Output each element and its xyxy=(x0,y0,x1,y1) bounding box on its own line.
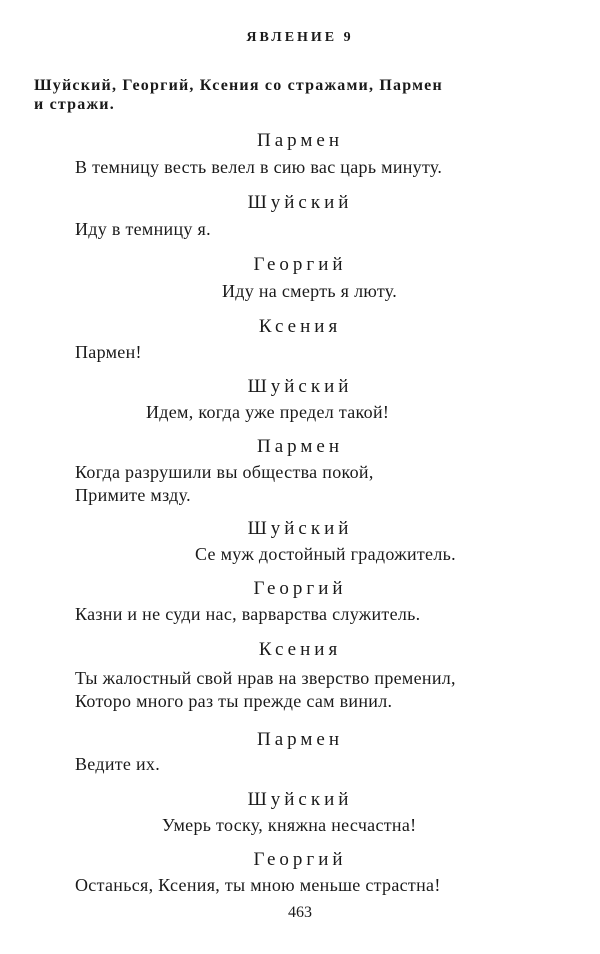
stage-direction xyxy=(34,76,443,114)
speaker-name: Георгий xyxy=(253,254,347,275)
speaker-name: Ксения xyxy=(258,316,342,337)
dialogue-line: Ты жалостный свой нрав на зверство пременил, xyxy=(75,668,456,688)
speaker-name: Шуйский xyxy=(247,518,353,539)
speaker-name: Пармен xyxy=(257,436,343,457)
dialogue-line: Которо много раз ты прежде сам винил. xyxy=(75,691,393,711)
stage-direction-line: и стражи. xyxy=(34,96,115,113)
dialogue-line: В темницу весть велел в сию вас царь минуту. xyxy=(75,157,443,177)
dialogue-line: Примите мзду. xyxy=(75,485,191,505)
dialogue-line: Останься, Ксения, ты мною меньше страстна! xyxy=(75,875,441,895)
dialogue-line: Пармен! xyxy=(75,342,142,362)
dialogue-line: Ведите их. xyxy=(75,754,161,774)
dialogue-line: Умерь тоску, княжна несчастна! xyxy=(162,815,417,835)
dialogue-line: Иду на смерть я люту. xyxy=(222,281,398,301)
dialogue-line: Казни и не суди нас, варварства служитель. xyxy=(75,604,421,624)
dialogue-line: Иду в темницу я. xyxy=(75,219,211,239)
speaker-name: Георгий xyxy=(253,849,347,870)
speaker-name: Пармен xyxy=(257,130,343,151)
dialogue-line: Когда разрушили вы общества покой, xyxy=(75,462,374,482)
dialogue-line: Се муж достойный градожитель. xyxy=(195,544,456,564)
speaker-name: Георгий xyxy=(253,578,347,599)
page-number: 463 xyxy=(288,904,312,921)
speaker-name: Шуйский xyxy=(247,376,353,397)
speaker-name: Ксения xyxy=(258,639,342,660)
speaker-name: Пармен xyxy=(257,729,343,750)
speaker-name: Шуйский xyxy=(247,192,353,213)
stage-direction-line: Шуйский, Георгий, Ксения со стражами, Пармен xyxy=(34,77,443,94)
scene-heading: ЯВЛЕНИЕ 9 xyxy=(246,30,354,45)
speaker-name: Шуйский xyxy=(247,789,353,810)
dialogue-line: Идем, когда уже предел такой! xyxy=(146,402,390,422)
